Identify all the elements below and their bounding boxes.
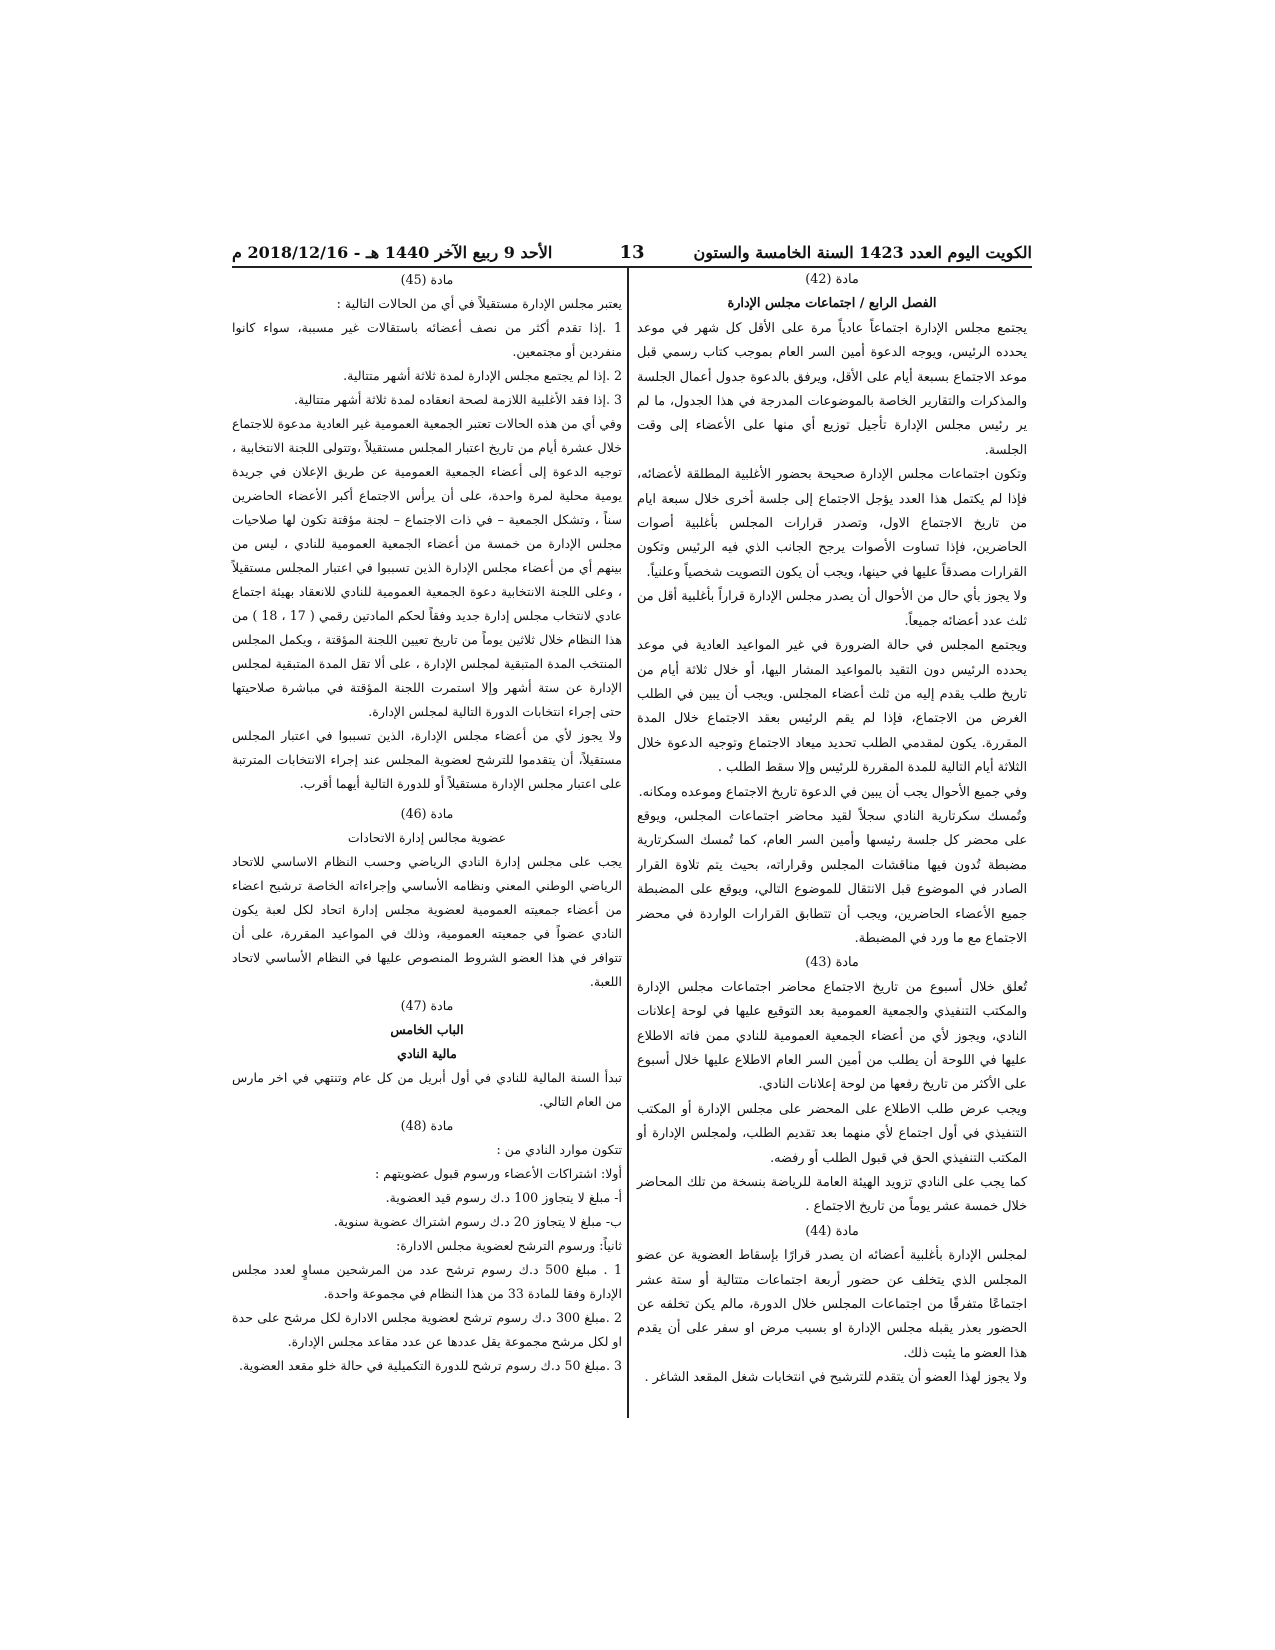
page-number: 13 <box>619 241 645 263</box>
right-column <box>637 268 1027 1391</box>
paragraph: 1 . مبلغ 500 د.ك رسوم ترشح عدد من المرشحين مساوٍ لعدد مجلس الإدارة وفقا للمادة 33 من هذا النظام في مجموعة واحدة. <box>232 1262 622 1301</box>
paragraph: ب- مبلغ لا يتجاوز 20 د.ك رسوم اشتراك عضوية سنوية. <box>333 1214 622 1229</box>
paragraph: وفي جميع الأحوال يجب أن يبين في الدعوة تاريخ الاجتماع وموعده ومكانه. <box>638 784 1027 800</box>
paragraph: ولا يجوز لأي من أعضاء مجلس الإدارة، الذين تسببوا في اعتبار المجلس مستقيلاً، أن يتقدموا للترشح لعضوية المجلس عند إجراء الانتخابات المترتبة على اعتبار مجلس الإدارة مستقيلاً أو للدورة التالية أيهما أقرب. <box>232 728 622 791</box>
article-heading: مادة (46) <box>400 806 454 821</box>
left-column <box>232 268 622 1378</box>
article-heading: مادة (45) <box>400 272 454 287</box>
paragraph: ويجب عرض طلب الاطلاع على المحضر على مجلس الإدارة أو المكتب التنفيذي في أول اجتماع لأي منهما بعد تقديم الطلب، ولمجلس الإدارة أو المكتب التنفيذي الحق في قبول الطلب أو رفضه. <box>637 1101 1027 1166</box>
paragraph: أولا: اشتراكات الأعضاء ورسوم قبول عضويتهم : <box>374 1166 622 1181</box>
page-header <box>232 240 1032 264</box>
header-date: الأحد 9 ربيع الآخر 1440 هـ - 2018/12/16 م <box>232 242 553 262</box>
paragraph: 3 .إذا فقد الأغلبية اللازمة لصحة انعقاده لمدة ثلاثة أشهر متتالية. <box>294 392 622 407</box>
paragraph: تتكون موارد النادي من : <box>496 1142 622 1157</box>
article-heading: مادة (44) <box>805 1223 859 1239</box>
paragraph: 3 .مبلغ 50 د.ك رسوم ترشح للدورة التكميلية في حالة خلو مقعد العضوية. <box>239 1358 622 1373</box>
paragraph: أ- مبلغ لا يتجاوز 100 د.ك رسوم قيد العضوية. <box>385 1190 622 1205</box>
paragraph: تُعلق خلال أسبوع من تاريخ الاجتماع محاضر اجتماعات مجلس الإدارة والمكتب التنفيذي والجمعية العمومية بعد التوقيع عليها في لوحة إعلانات النادي، ويجوز لأي من أعضاء الجمعية العمومية للنادي ممن فاته الاطلاع عليها في اللوحة أن يطلب من أمين السر العام الاطلاع عليها خلال أسبوع على الأكثر من تاريخ رفعها من لوحة إعلانات النادي. <box>637 979 1027 1093</box>
column-divider <box>627 268 629 1418</box>
paragraph: تبدأ السنة المالية للنادي في أول أبريل من كل عام وتنتهي في اخر مارس من العام التالي. <box>232 1070 622 1109</box>
paragraph: وتكون اجتماعات مجلس الإدارة صحيحة بحضور الأغلبية المطلقة لأعضائه، فإذا لم يكتمل هذا العدد يؤجل الاجتماع إلى جلسة أخرى خلال سبعة ايام من تاريخ الاجتماع الاول، وتصدر قرارات المجلس بأغلبية أصوات الحاضرين، فإذا تساوت الأصوات يرجح الجانب الذي فيه الرئيس وتكون القرارات مصدقاً عليها في حينها، ويجب أن يكون التصويت شخصياً وعلنياً. <box>637 467 1027 580</box>
paragraph: 2 .مبلغ 300 د.ك رسوم ترشح لعضوية مجلس الادارة لكل مرشح على حدة او لكل مرشح مجموعة يقل عددها عن عدد مقاعد مجلس الإدارة. <box>232 1310 623 1349</box>
paragraph: ولا يجوز بأي حال من الأحوال أن يصدر مجلس الإدارة قراراً بأغلبية أقل من ثلث عدد أعضائه جميعاً. <box>637 589 1027 629</box>
article-heading: مادة (42) <box>805 272 859 287</box>
paragraph: يجب على مجلس إدارة النادي الرياضي وحسب النظام الاساسي للاتحاد الرياضي الوطني المعني ونظامه الأساسي وإجراءاته الخاصة ترشيح اعضاء من أعضاء جمعيته العمومية لعضوية مجلس إدارة اتحاد لكل لعبة يكون النادي عضواً في جمعيته العمومية، وذلك في المواعيد المقررة، على أن تتوافر في هذا العضو الشروط المنصوص عليها في النظام الأساسي لاتحاد اللعبة. <box>232 854 622 989</box>
paragraph: وتُمسك سكرتارية النادي سجلاً لقيد محاضر اجتماعات المجلس، ويوقع على محضر كل جلسة رئيسها وأمين السر العام، كما تُمسك السكرتارية مضبطة تُدون فيها مناقشات المجلس وقراراته، بحيث يتم تلاوة القرار الصادر في الموضوع قبل الانتقال للموضوع التالي، ويوقع على المضبطة جميع الأعضاء الحاضرين، ويجب أن تتطابق القرارات الواردة في محضر الاجتماع مع ما ورد في المضبطة. <box>637 808 1027 946</box>
paragraph: 2 .إذا لم يجتمع مجلس الإدارة لمدة ثلاثة أشهر متتالية. <box>343 368 622 383</box>
paragraph: يعتبر مجلس الإدارة مستقيلاً في أي من الحالات التالية : <box>336 296 622 311</box>
article-heading: مادة (47) <box>400 998 454 1013</box>
paragraph: يجتمع مجلس الإدارة اجتماعاً عادياً مرة على الأقل كل شهر في موعد يحدده الرئيس، ويوجه الدعوة أمين السر العام بموجب كتاب رسمي قبل موعد الاجتماع بسبعة أيام على الأقل، ويرفق بالدعوة جدول أعمال الجلسة والمذكرات والتقارير الخاصة بالموضوعات المدرجة في هذا الجدول، ما لم ير رئيس مجلس الإدارة تأجيل توزيع أي منها على الأعضاء إلى وقت الجلسة. <box>637 320 1027 458</box>
paragraph: كما يجب على النادي تزويد الهيئة العامة للرياضة بنسخة من تلك المحاضر خلال خمسة عشر يوماً من تاريخ الاجتماع . <box>637 1175 1027 1215</box>
paragraph: ثانياً: ورسوم الترشح لعضوية مجلس الادارة: <box>396 1238 622 1253</box>
article-heading: مادة (43) <box>805 955 859 971</box>
paragraph: ولا يجوز لهذا العضو أن يتقدم للترشيح في انتخابات شغل المقعد الشاغر . <box>644 1370 1027 1386</box>
section-heading: الفصل الرابع / اجتماعات مجلس الإدارة <box>727 296 937 312</box>
section-heading: الباب الخامس <box>390 1022 464 1037</box>
article-heading: عضوية مجالس إدارة الاتحادات <box>347 830 507 845</box>
header-issue: الكويت اليوم العدد 1423 السنة الخامسة والستون <box>693 242 1032 262</box>
section-heading: مالية النادي <box>397 1046 457 1061</box>
paragraph: 1 .إذا تقدم أكثر من نصف أعضائه باستقالات غير مسببة، سواء كانوا منفردين أو مجتمعين. <box>232 320 622 359</box>
article-heading: مادة (48) <box>400 1118 454 1133</box>
paragraph: لمجلس الإدارة بأغلبية أعضائه ان يصدر قرارًا بإسقاط العضوية عن عضو المجلس الذي يتخلف عن حضور أربعة اجتماعات متتالية أو ستة عشر اجتماعًا متفرقًا من اجتماعات المجلس خلال الدورة، مالم يكن تخلفه عن الحضور بعذر يقبله مجلس الإدارة او بسبب مرض او سفر على أن يقدم هذا العضو ما يثبت ذلك. <box>637 1248 1027 1361</box>
paragraph: ويجتمع المجلس في حالة الضرورة في غير المواعيد العادية في موعد يحدده الرئيس دون التقيد بالمواعيد المشار اليها، أو خلال ثلاثة أيام من تاريخ طلب يقدم إليه من ثلث أعضاء المجلس. ويجب أن يبين في الطلب الغرض من الاجتماع، فإذا لم يقم الرئيس بعقد الاجتماع خلال المدة المقررة. يكون لمقدمي الطلب تحديد ميعاد الاجتماع وتوجيه الدعوة خلال الثلاثة أيام التالية للمدة المقررة للرئيس وإلا سقط الطلب . <box>637 638 1027 776</box>
paragraph: وفي أي من هذه الحالات تعتبر الجمعية العمومية غير العادية مدعوة للاجتماع خلال عشرة أيام من تاريخ اعتبار المجلس مستقيلاً ،وتتولى اللجنة الانتخابية ، توجيه الدعوة إلى أعضاء الجمعية العمومية عن طريق الإعلان في جريدة يومية محلية لمرة واحدة، على أن يرأس الاجتماع أكبر الأعضاء الحاضرين سناً ، وتشكل الجمعية – في ذات الاجتماع – لجنة مؤقتة تكون لها صلاحيات مجلس الإدارة من خمسة من أعضاء الجمعية العمومية للنادي ، ليس من بينهم أي من أعضاء مجلس الإدارة الذين تسببوا في اعتبار المجلس مستقيلاً ، وعلى اللجنة الانتخابية دعوة الجمعية العمومية للنادي للانعقاد بهيئة اجتماع عادي لانتخاب مجلس إدارة جديد وفقاً لحكم المادتين رقمي ( 17 ، 18 ) من هذا النظام خلال ثلاثين يوماً من تاريخ تعيين اللجنة المؤقتة ، ويكمل المجلس المنتخب المدة المتبقية لمجلس الإدارة ، على ألا تقل المدة المتبقية لمجلس الإدارة عن ستة أشهر وإلا استمرت اللجنة المؤقتة في مباشرة صلاحيتها حتى إجراء انتخابات الدورة التالية لمجلس الإدارة. <box>232 416 622 719</box>
